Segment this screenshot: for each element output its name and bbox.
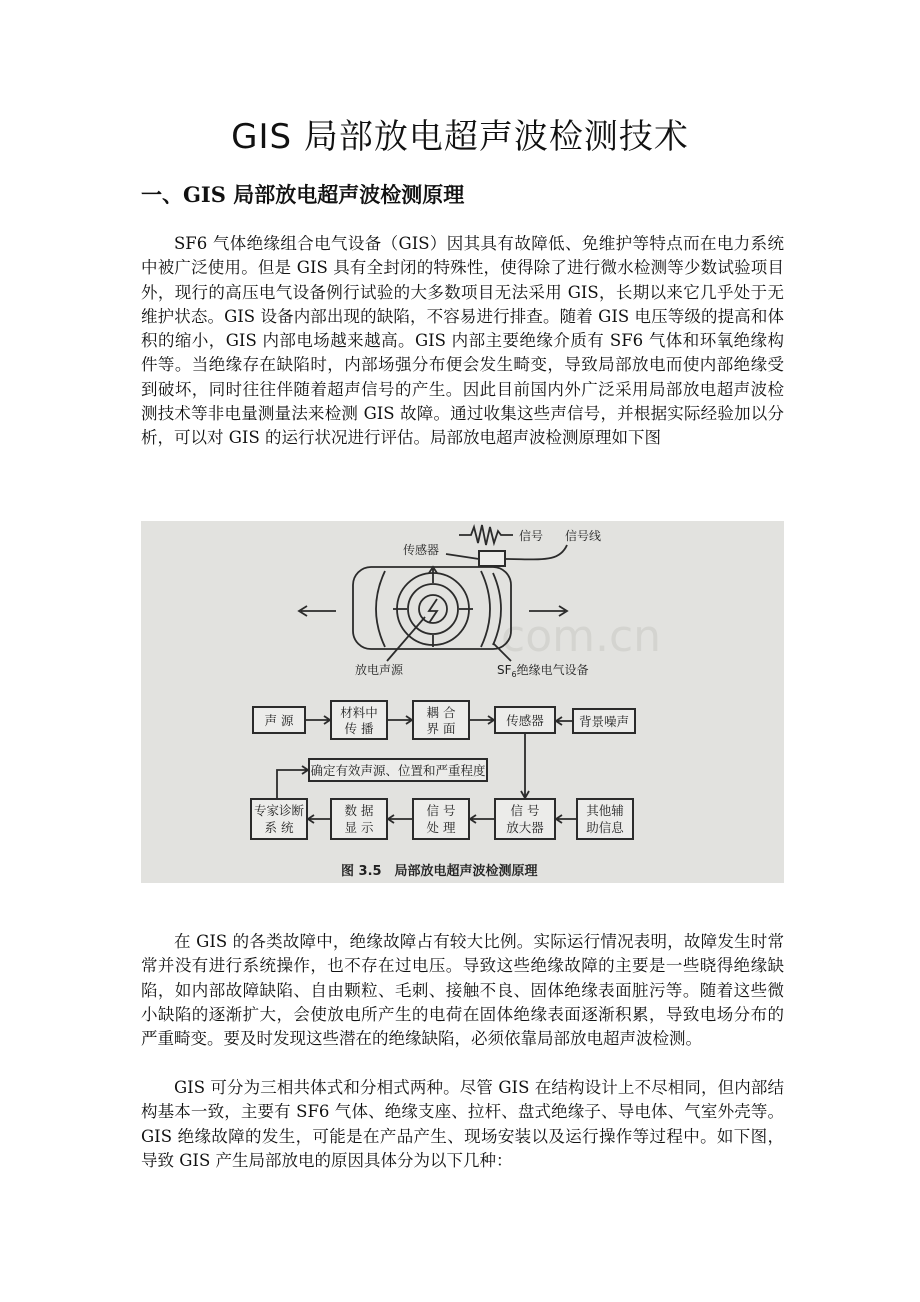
equipment-label-suffix: 绝缘电气设备 <box>516 663 589 677</box>
figure-caption: 图 3.5 局部放电超声波检测原理 <box>341 864 538 879</box>
block-material-line1: 材料中 <box>340 705 378 720</box>
arrow-aux-amplifier <box>556 815 577 823</box>
equipment-label-prefix: SF <box>497 663 512 677</box>
block-material-line2: 传 播 <box>344 721 374 736</box>
equipment-label-sub: 6 <box>511 670 517 679</box>
paragraph-structure: GIS 可分为三相共体式和分相式两种。尽管 GIS 在结构设计上不尽相同，但内部结构基本一致，主要有 SF6 气体、绝缘支座、拉杆、盘式绝缘子、导电体、气室外壳等。GIS 绝缘故障的发生，可能是在产品产生、现场安装以及运行操作等过程中。如下图，导致 GIS 产生局部放电的原因具体分为以下几种： <box>141 1078 784 1170</box>
signal-line-label: 信号线 <box>565 529 602 543</box>
sensor-leader <box>446 554 479 559</box>
block-sound-source-label: 声 源 <box>264 713 294 728</box>
arrow-processing-display <box>388 815 413 823</box>
block-expert-line2: 系 统 <box>264 820 294 835</box>
block-amplifier-line1: 信 号 <box>510 803 540 818</box>
document-title: GIS 局部放电超声波检测技术 <box>231 117 689 157</box>
watermark-text: com.cn <box>501 611 662 662</box>
arrow-noise-sensor <box>556 717 573 725</box>
wave-ring-2 <box>408 584 458 634</box>
block-amplifier-line2: 放大器 <box>506 820 544 835</box>
signal-label: 信号 <box>519 529 544 543</box>
signal-waveform <box>459 525 513 545</box>
block-processing-line1: 信 号 <box>426 803 456 818</box>
block-aux-line1: 其他辅 <box>586 803 624 818</box>
sensor-label: 传感器 <box>403 543 440 557</box>
block-coupling-line2: 界 面 <box>426 721 456 736</box>
block-display-line2: 显 示 <box>344 820 374 835</box>
arrow-sensor-amplifier <box>521 733 529 798</box>
principle-diagram <box>141 521 784 883</box>
sensor-block <box>479 551 505 566</box>
arrow-display-expert <box>308 815 331 823</box>
equipment-label <box>497 662 589 679</box>
block-processing-line2: 处 理 <box>426 820 456 835</box>
left-outer-arrow <box>299 606 336 616</box>
arrow-source-material <box>305 716 330 724</box>
principle-figure <box>141 521 784 883</box>
source-label: 放电声源 <box>355 663 404 677</box>
arrow-coupling-sensor <box>469 716 494 724</box>
block-determine-label: 确定有效声源、位置和严重程度 <box>310 763 486 778</box>
arrow-amplifier-processing <box>470 815 495 823</box>
block-sensor-label: 传感器 <box>506 713 544 728</box>
block-coupling-line1: 耦 合 <box>426 705 456 720</box>
arrow-to-determine <box>277 766 308 799</box>
signal-cable <box>504 545 567 559</box>
paragraph-faults: 在 GIS 的各类故障中，绝缘故障占有较大比例。实际运行情况表明，故障发生时常常并没有进行系统操作，也不存在过电压。导致这些绝缘故障的主要是一些晓得绝缘缺陷，如内部故障缺陷、自由颗粒、毛刺、接触不良、固体绝缘表面脏污等。随着这些微小缺陷的逐渐扩大，会使放电所产生的电荷在固体绝缘表面逐渐积累，导致电场分布的严重畸变。要及时发现这些潜在的绝缘缺陷，必须依靠局部放电超声波检测。 <box>141 932 784 1049</box>
block-display-line1: 数 据 <box>344 803 374 818</box>
paragraph-intro: SF6 气体绝缘组合电气设备（GIS）因其具有故障低、免维护等特点而在电力系统中被广泛使用。但是 GIS 具有全封闭的特殊性，使得除了进行微水检测等少数试验项目外，现行的高压电气设备例行试验的大多数项目无法采用 GIS，长期以来它几乎处于无维护状态。GIS 设备内部出现的缺陷，不容易进行排查。随着 GIS 电压等级的提高和体积的缩小，GIS 内部电场越来越高。GIS 内部主要绝缘介质有 SF6 气体和环氧绝缘构件等。当绝缘存在缺陷时，内部场强分布便会发生畸变，导致局部放电而使内部绝缘受到破坏，同时往往伴随着超声信号的产生。因此目前国内外广泛采用局部放电超声波检测技术等非电量测量法来检测 GIS 故障。通过收集这些声信号，并根据实际经验加以分析，可以对 GIS 的运行状况进行评估。局部放电超声波检测原理如下图 <box>141 234 784 448</box>
centre-arrow-up <box>429 567 437 583</box>
wave-arc-right-outer <box>493 573 501 645</box>
wave-arc-right <box>481 571 490 647</box>
discharge-icon <box>429 599 437 623</box>
wave-arc-left <box>376 571 385 647</box>
block-noise-label: 背景噪声 <box>578 714 630 729</box>
section-heading: 一、GIS 局部放电超声波检测原理 <box>141 182 465 207</box>
block-expert-line1: 专家诊断 <box>253 803 305 818</box>
arrow-material-coupling <box>387 716 412 724</box>
source-leader <box>387 617 425 661</box>
block-aux-line2: 助信息 <box>586 820 624 835</box>
